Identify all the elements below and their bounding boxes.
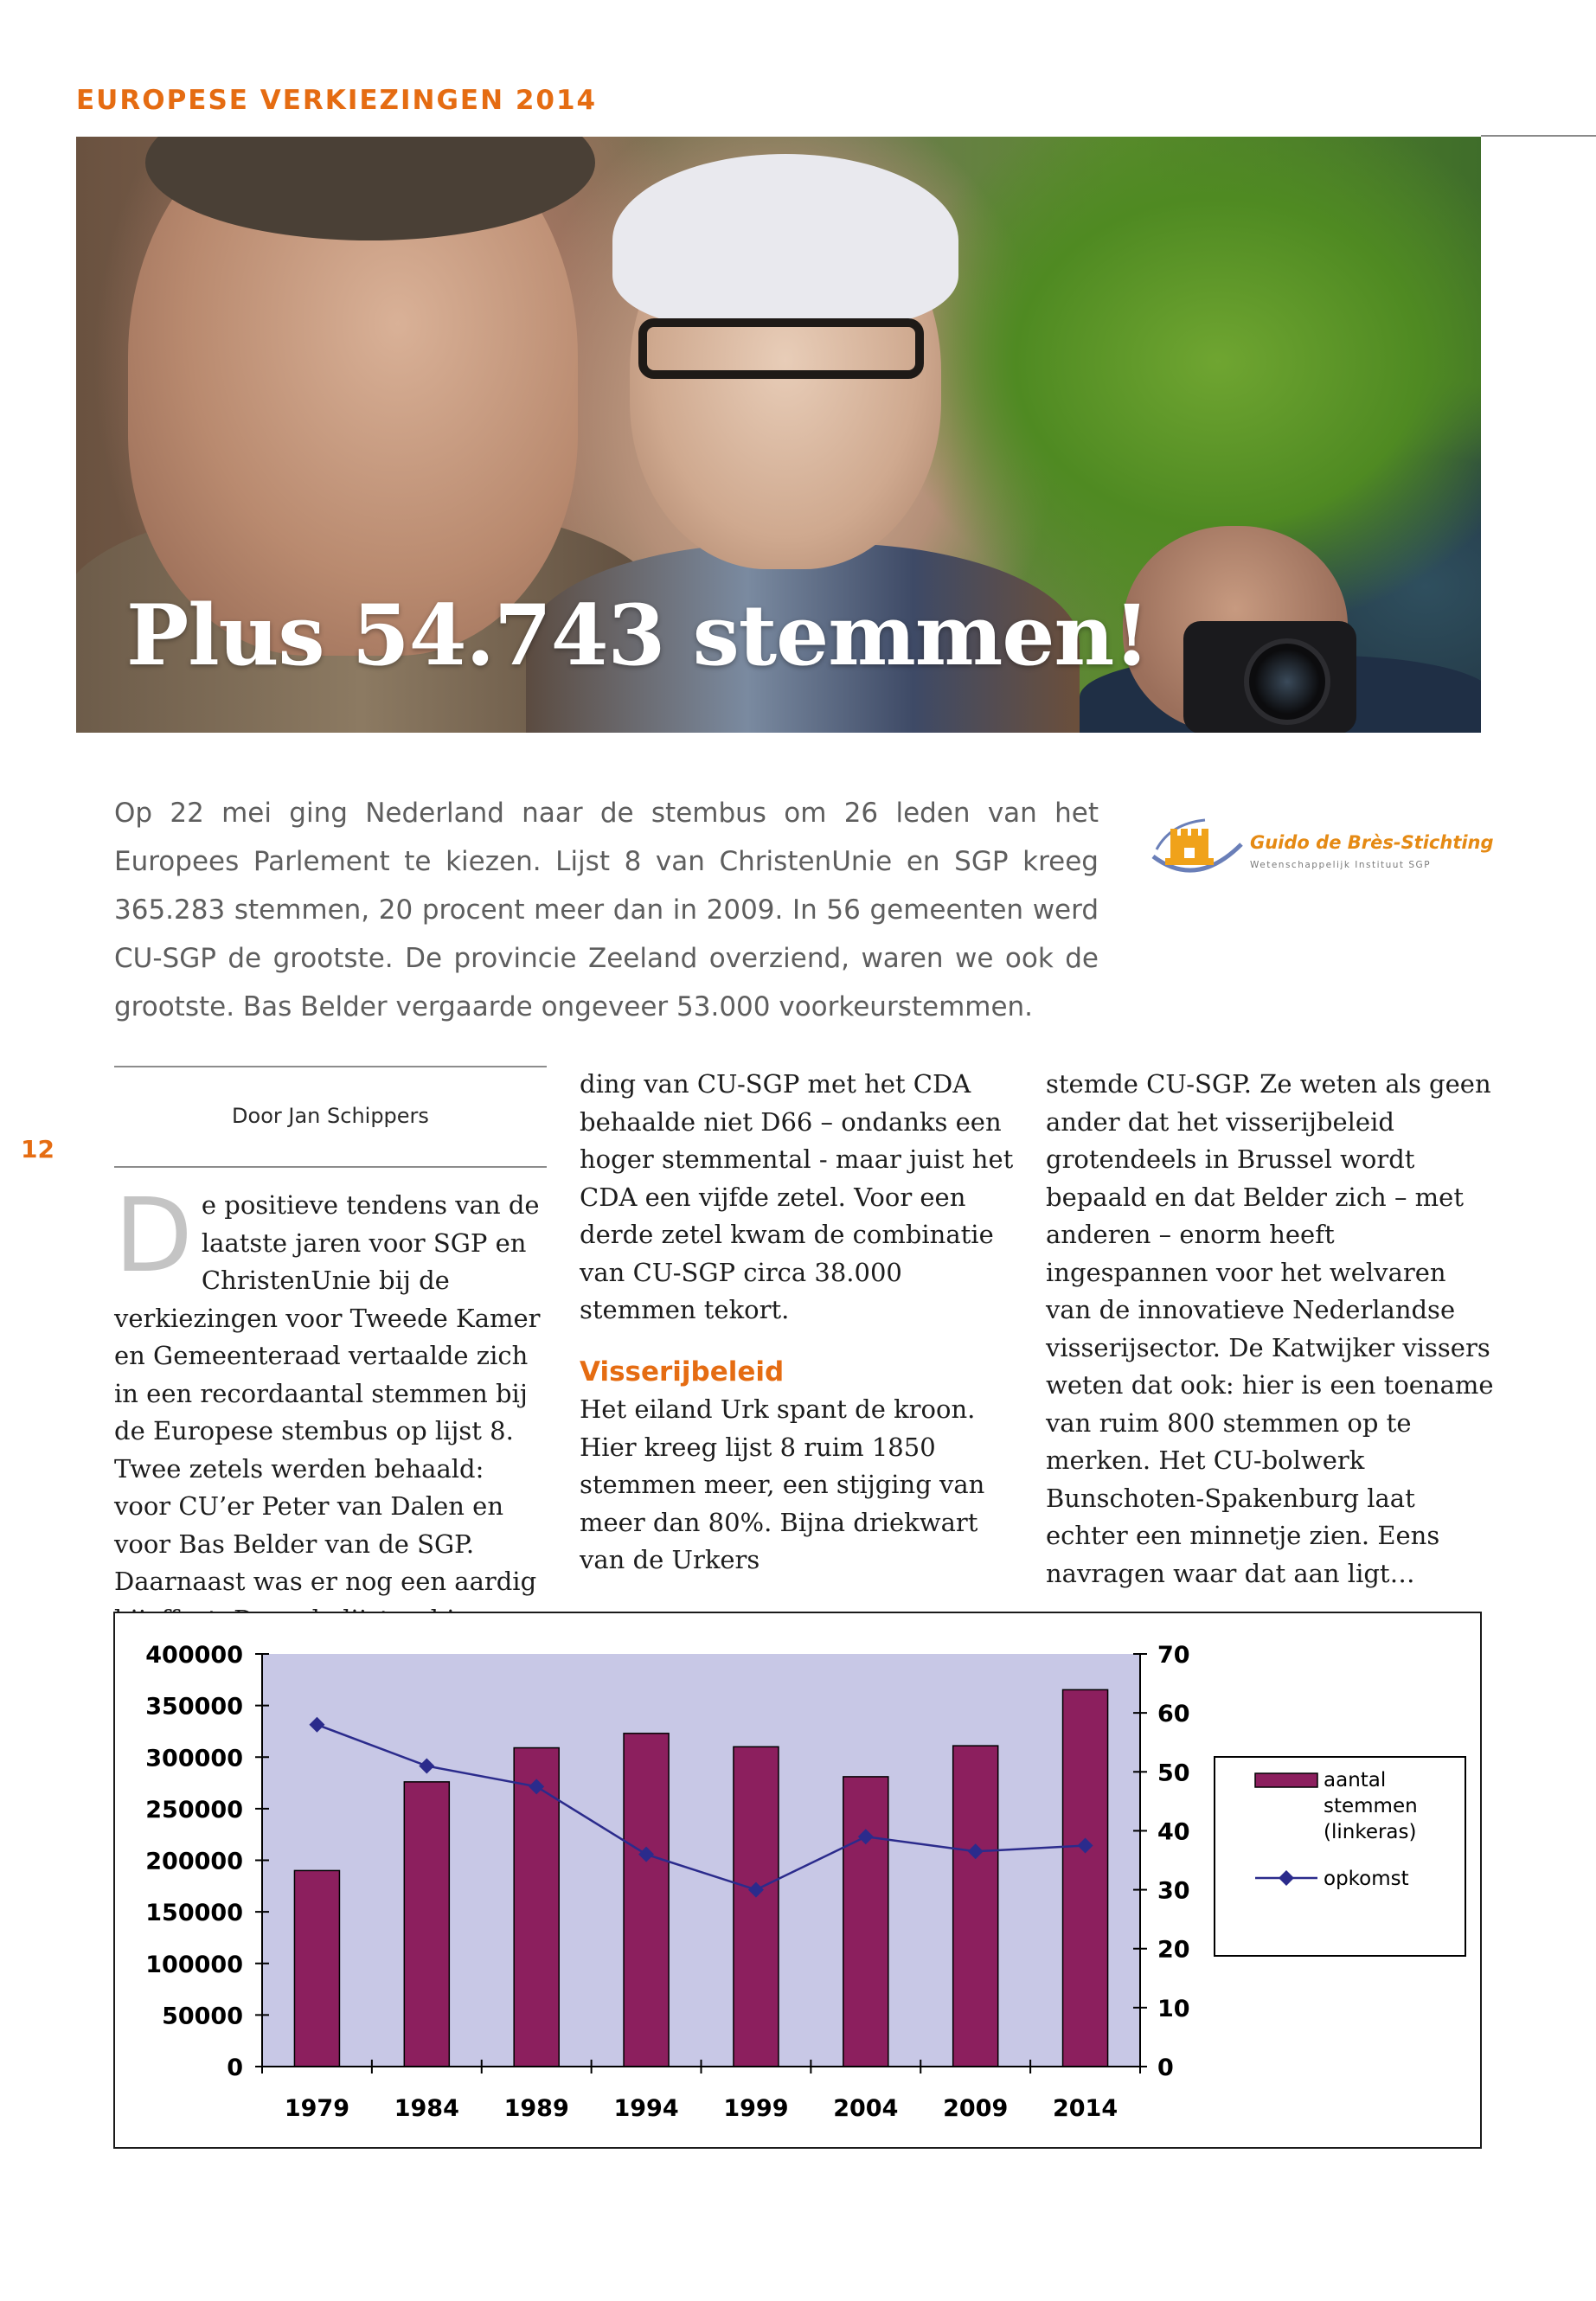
right-tick-label: 20	[1157, 1936, 1190, 1964]
photo-figure-center-hair	[612, 154, 958, 327]
x-tick-label: 1984	[394, 2095, 459, 2122]
hero-photo	[76, 137, 1481, 733]
bar-2014	[1063, 1689, 1108, 2067]
bar-1999	[734, 1747, 779, 2067]
article-paragraph: Het eiland Urk spant de kroon. Hier kreeg lijst 8 ruim 1850 stemmen meer, een stijging van meer dan 80%. Bijna driekwart van de Urkers	[580, 1394, 985, 1574]
left-tick-label: 200000	[145, 1848, 243, 1875]
page-number: 12	[21, 1135, 54, 1163]
bar-1994	[624, 1734, 669, 2067]
right-tick-label: 0	[1157, 2054, 1174, 2081]
left-tick-label: 300000	[145, 1745, 243, 1772]
article-column-3	[1046, 1066, 1496, 1593]
right-tick-label: 30	[1157, 1877, 1190, 1905]
left-tick-label: 0	[227, 2054, 243, 2081]
right-tick-label: 50	[1157, 1759, 1190, 1787]
x-tick-label: 1999	[723, 2095, 789, 2122]
dropcap: D	[114, 1176, 193, 1295]
right-tick-label: 40	[1157, 1818, 1190, 1846]
subheading: Visserijbeleid	[580, 1356, 785, 1388]
bar-2004	[843, 1777, 888, 2067]
section-label: EUROPESE VERKIEZINGEN 2014	[76, 85, 598, 116]
castle-logo-icon	[1144, 806, 1248, 884]
left-tick-label: 250000	[145, 1796, 243, 1823]
x-tick-label: 2014	[1052, 2095, 1118, 2122]
x-tick-label: 1979	[284, 2095, 350, 2122]
legend-bar-swatch	[1255, 1773, 1317, 1787]
intro-paragraph: Op 22 mei ging Nederland naar de stembus om 26 leden van het Europees Parlement te kiezen. Lijst 8 van ChristenUnie en SGP kreeg 365.283 stemmen, 20 procent meer dan in 2009. In 56 gemeenten werd CU-SGP de grootste. De provincie Zeeland overziend, waren we ook de grootste. Bas Belder vergaarde ongeveer 53.000 voorkeurstemmen.	[114, 798, 1099, 1022]
legend-label: (linkeras)	[1324, 1821, 1417, 1843]
article-column-1	[114, 1066, 547, 1638]
chart	[113, 1612, 1482, 2149]
logo-subtitle: Wetenschappelijk Instituut SGP	[1250, 860, 1432, 870]
byline-box	[114, 1066, 547, 1168]
photo-camera-lens	[1244, 638, 1330, 725]
logo-name: Guido de Brès-Stichting	[1250, 832, 1494, 853]
bar-2009	[953, 1746, 998, 2067]
plot-area	[262, 1654, 1140, 2067]
photo-glasses	[638, 318, 924, 379]
legend-label: stemmen	[1324, 1795, 1418, 1817]
right-tick-label: 70	[1157, 1642, 1190, 1669]
x-tick-label: 1989	[503, 2095, 569, 2122]
left-tick-label: 50000	[162, 2003, 243, 2030]
right-tick-label: 10	[1157, 1995, 1190, 2022]
article-text: e positieve tendens van de laatste jaren voor SGP en ChristenUnie bij de verkiezingen voor Tweede Kamer en Gemeenteraad vertaalde zich in een recordaantal stemmen bij de Europese stembus op lijst 8. Twee zetels werden behaald: voor CU’er Peter van Dalen en voor Bas Belder van de SGP. Daarnaast was er nog een aardig	[114, 1190, 541, 1596]
page-title: Plus 54.743 stemmen!	[126, 586, 1150, 684]
byline: Door Jan Schippers	[232, 1104, 429, 1129]
article-paragraph	[114, 1176, 547, 1638]
article-paragraph: ding van CU-SGP met het CDA behaalde niet D66 – ondanks een hoger stemmental - maar juist het CDA een vijfde zetel. Voor een derde zetel kwam de combinatie van CU-SGP circa 38.000 stemmen tekort.	[580, 1069, 1014, 1324]
chart-svg	[115, 1613, 1480, 2147]
logo	[1144, 806, 1508, 884]
left-tick-label: 350000	[145, 1693, 243, 1721]
legend-label: aantal	[1324, 1769, 1387, 1791]
article-paragraph: stemde CU-SGP. Ze weten als geen ander dat het visserijbeleid grotendeels in Brussel wordt bepaald en dat Belder zich – met anderen – enorm heeft ingespannen voor het welvaren van de innovatieve Nederlandse visserijsector. De Katwijker vissers weten dat ook: hier is een toename van ruim 800 stemmen op te merken. Het CU-bolwerk Bunschoten-Spakenburg laat echter een minnetje zien. Eens navragen waar dat aan ligt…	[1046, 1069, 1494, 1588]
bar-1979	[294, 1870, 339, 2067]
top-rule	[1481, 135, 1596, 137]
bar-1984	[404, 1782, 449, 2067]
x-tick-label: 1994	[613, 2095, 679, 2122]
left-tick-label: 400000	[145, 1642, 243, 1669]
left-tick-label: 100000	[145, 1951, 243, 1978]
x-tick-label: 2009	[943, 2095, 1009, 2122]
right-tick-label: 60	[1157, 1701, 1190, 1728]
legend-label: opkomst	[1324, 1868, 1409, 1890]
left-tick-label: 150000	[145, 1900, 243, 1927]
x-tick-label: 2004	[833, 2095, 899, 2122]
article-column-2	[580, 1066, 1021, 1580]
